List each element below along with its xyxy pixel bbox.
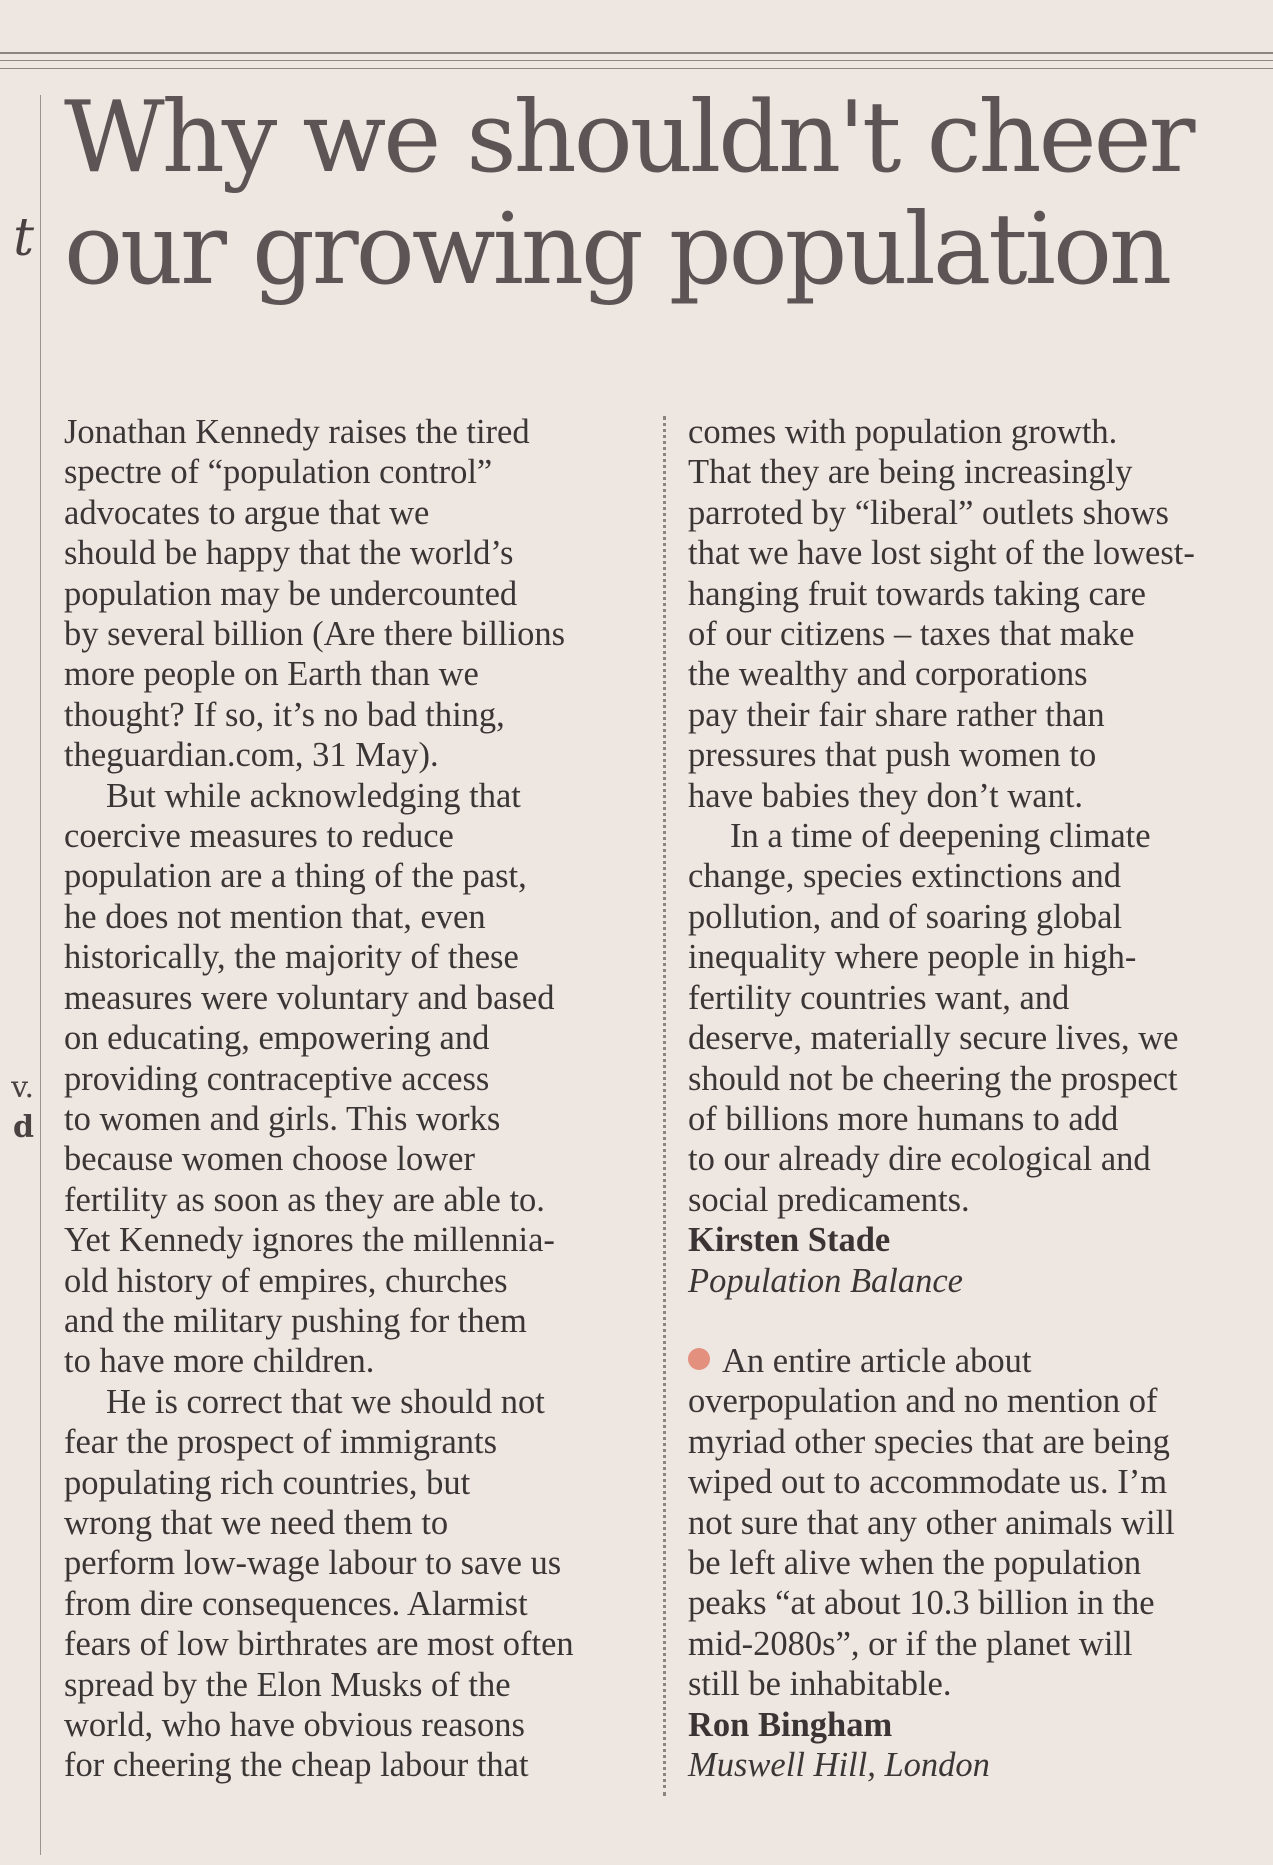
letter-1-line: change, species extinctions and xyxy=(688,857,1122,896)
letter-2-line: still be inhabitable. xyxy=(688,1665,952,1704)
letter-1-line: population are a thing of the past, xyxy=(64,857,527,896)
letter-1-line: Yet Kennedy ignores the millennia- xyxy=(64,1221,555,1260)
headline xyxy=(64,82,1254,306)
letter-2-first-text: An entire article about xyxy=(722,1341,1032,1380)
letter-1-line: measures were voluntary and based xyxy=(64,978,555,1017)
letter-1-line: social predicaments. xyxy=(688,1180,970,1219)
letter-1-line: world, who have obvious reasons xyxy=(64,1706,525,1744)
letter-1-line: inequality where people in high- xyxy=(688,938,1137,977)
letter-1-line: fertility countries want, and xyxy=(688,978,1070,1017)
letter-2-author: Ron Bingham xyxy=(688,1705,893,1744)
letter-1-line: spectre of “population control” xyxy=(64,453,493,492)
letter-2-line: myriad other species that are being xyxy=(688,1422,1170,1461)
letter-1-line: and the military pushing for them xyxy=(64,1301,527,1340)
letter-1-line: to women and girls. This works xyxy=(64,1099,501,1138)
letter-1-line: the wealthy and corporations xyxy=(688,655,1088,694)
letter-1-line: He is correct that we should not xyxy=(106,1382,545,1421)
fragment-3: d xyxy=(13,1110,34,1145)
letter-1-line: from dire consequences. Alarmist xyxy=(64,1584,528,1623)
letter-1-line: he does not mention that, even xyxy=(64,897,486,936)
fragment-2: v. xyxy=(11,1070,34,1105)
letter-2-line: overpopulation and no mention of xyxy=(688,1382,1158,1421)
letter-1-line: of our citizens – taxes that make xyxy=(688,615,1135,654)
letter-1-line: That they are being increasingly xyxy=(688,453,1133,492)
column-separator-left xyxy=(40,95,41,1855)
top-rule xyxy=(0,52,1273,54)
letter-2-body xyxy=(688,1381,1263,1704)
letter-2-line: wiped out to accommodate us. I’m xyxy=(688,1463,1168,1502)
letter-1-line: population may be undercounted xyxy=(64,574,518,613)
letter-1-affiliation: Population Balance xyxy=(688,1261,963,1300)
letter-1-line: pay their fair share rather than xyxy=(688,695,1105,734)
letter-1-author: Kirsten Stade xyxy=(688,1221,891,1260)
letter-1-line: But while acknowledging that xyxy=(106,776,521,815)
letter-1-line: theguardian.com, 31 May). xyxy=(64,736,439,775)
letter-1-line: perform low-wage labour to save us xyxy=(64,1544,562,1583)
letter-1-line: comes with population growth. xyxy=(688,413,1118,451)
letter-1-line: on educating, empowering and xyxy=(64,1019,490,1058)
letter-1-line: coercive measures to reduce xyxy=(64,817,454,856)
letter-2-line: be left alive when the population xyxy=(688,1543,1142,1582)
letter-1-line: pollution, and of soaring global xyxy=(688,897,1123,936)
letter-1-line: of billions more humans to add xyxy=(688,1099,1119,1138)
letter-1-line: have babies they don’t want. xyxy=(688,776,1084,815)
top-rule-thin-2 xyxy=(0,68,1273,69)
letter-1-line: fears of low birthrates are most often xyxy=(64,1625,574,1664)
letter-1-line: to our already dire ecological and xyxy=(688,1140,1151,1179)
letter-column-2 xyxy=(688,412,1263,1785)
letter-1-line: more people on Earth than we xyxy=(64,655,479,694)
letter-1-line: fertility as soon as they are able to. xyxy=(64,1180,545,1219)
letter-1-line: Jonathan Kennedy raises the tired xyxy=(64,413,530,451)
letter-1-line: populating rich countries, but xyxy=(64,1463,471,1502)
fragment-1: t xyxy=(13,208,34,268)
letter-1-line: In a time of deepening climate xyxy=(730,817,1151,856)
letter-gap xyxy=(688,1301,1263,1341)
letter-2-line: peaks “at about 10.3 billion in the xyxy=(688,1584,1155,1623)
bullet-dot-icon xyxy=(688,1348,710,1370)
adjacent-article-fragments xyxy=(0,0,36,1865)
letter-1-line: deserve, materially secure lives, we xyxy=(688,1019,1179,1058)
letter-1-line: for cheering the cheap labour that xyxy=(64,1746,529,1785)
letter-1-line: fear the prospect of immigrants xyxy=(64,1423,498,1462)
letter-1-line: to have more children. xyxy=(64,1342,375,1381)
letter-1-line: by several billion (Are there billions xyxy=(64,615,566,654)
letter-2-line: mid-2080s”, or if the planet will xyxy=(688,1624,1133,1663)
letter-1-line: because women choose lower xyxy=(64,1140,475,1179)
dotted-column-divider xyxy=(663,416,666,1796)
letter-1-line: parroted by “liberal” outlets shows xyxy=(688,493,1169,532)
letter-1-line: old history of empires, churches xyxy=(64,1261,508,1300)
letter-1-line: historically, the majority of these xyxy=(64,938,519,977)
letter-1-line: pressures that push women to xyxy=(688,736,1097,775)
headline-line-1: Why we shouldn't cheer xyxy=(64,81,1193,195)
headline-line-2: our growing population xyxy=(64,193,1170,307)
letter-1-line: should not be cheering the prospect xyxy=(688,1059,1178,1098)
letter-1-line: should be happy that the world’s xyxy=(64,534,514,573)
letter-1-line: hanging fruit towards taking care xyxy=(688,574,1146,613)
top-rule-thin xyxy=(0,60,1273,61)
letter-1-continued xyxy=(688,412,1263,1220)
letter-1-line: advocates to argue that we xyxy=(64,493,430,532)
letter-2-first-line xyxy=(688,1341,1263,1381)
letter-1-line: spread by the Elon Musks of the xyxy=(64,1665,511,1704)
letter-1-line: thought? If so, it’s no bad thing, xyxy=(64,695,505,734)
letter-1-line: providing contraceptive access xyxy=(64,1059,490,1098)
letter-2-line: not sure that any other animals will xyxy=(688,1503,1175,1542)
letter-1-line: that we have lost sight of the lowest- xyxy=(688,534,1195,573)
letter-1-line: wrong that we need them to xyxy=(64,1503,449,1542)
letter-column-1 xyxy=(64,412,644,1786)
letter-2-affiliation: Muswell Hill, London xyxy=(688,1746,990,1784)
